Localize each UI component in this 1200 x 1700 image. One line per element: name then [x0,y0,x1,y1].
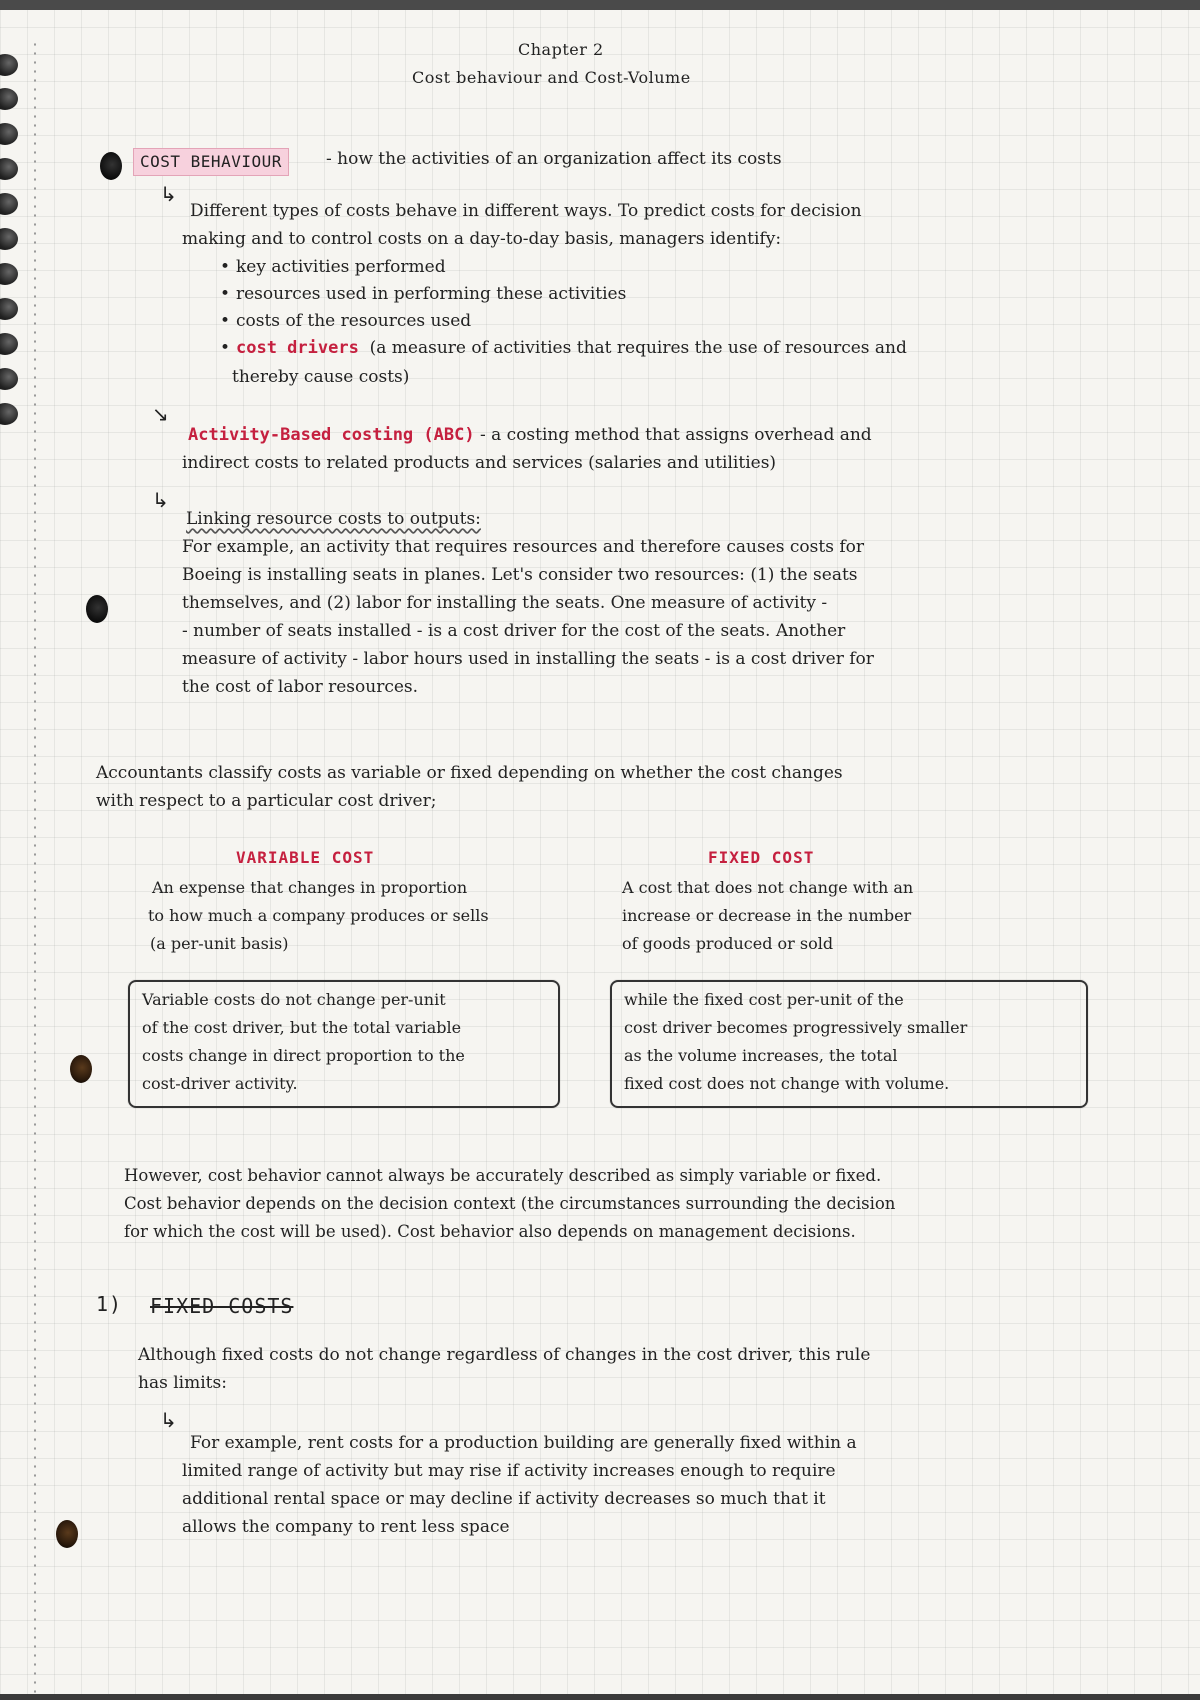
abc-line2: indirect costs to related products and services (salaries and utilities) [182,453,777,473]
spiral-ring [0,403,18,425]
fixed-costs-line: has limits: [138,1373,227,1393]
spiral-ring [0,368,18,390]
section-title: FIXED COSTS [150,1294,294,1318]
arrow-icon: ↘ [152,402,169,426]
bullet-list [220,254,907,362]
spiral-ring [0,333,18,355]
variable-def-line: to how much a company produces or sells [148,906,489,925]
example-line: allows the company to rent less space [182,1517,510,1537]
perforation-edge [34,40,36,1700]
list-item: • cost drivers (a measure of activities that requires the use of resources and [220,335,907,362]
fixed-cost-title: FIXED COST [708,848,815,867]
linking-line: measure of activity - labor hours used in installing the seats - is a cost driver for [182,649,874,669]
variable-def-line: (a per-unit basis) [150,934,289,953]
chapter-subtitle: Cost behaviour and Cost-Volume [412,68,691,87]
linking-line: the cost of labor resources. [182,677,419,697]
fixed-costs-line: Although fixed costs do not change regardless of changes in the cost driver, this rule [138,1345,871,1365]
page-top-edge [0,0,1200,10]
fixed-def-line: A cost that does not change with an [622,878,914,897]
list-item: • costs of the resources used [220,308,907,335]
note-line: fixed cost does not change with volume. [624,1074,950,1093]
example-line: additional rental space or may decline if activity decreases so much that it [182,1489,826,1509]
arrow-icon: ↳ [160,182,177,206]
intro-line: Different types of costs behave in different ways. To predict costs for decision [190,201,862,221]
list-item: • key activities performed [220,254,907,281]
cost-drivers-label: cost drivers [236,338,359,358]
chapter-title: Chapter 2 [518,40,604,59]
punch-hole [56,1520,78,1548]
accountants-line: with respect to a particular cost driver; [96,791,437,811]
note-line: of the cost driver, but the total variable [142,1018,462,1037]
spiral-ring [0,88,18,110]
example-line: For example, rent costs for a production building are generally fixed within a [190,1433,857,1453]
spiral-ring [0,158,18,180]
intro-line: making and to control costs on a day-to-day basis, managers identify: [182,229,782,249]
section-number: 1) [96,1292,123,1316]
linking-heading: Linking resource costs to outputs: [186,509,481,529]
note-line: Variable costs do not change per-unit [142,990,446,1009]
cost-behaviour-label: COST BEHAVIOUR [133,148,289,176]
note-line: cost-driver activity. [142,1074,298,1093]
note-line: while the fixed cost per-unit of the [624,990,904,1009]
arrow-icon: ↳ [152,488,169,512]
note-line: costs change in direct proportion to the [142,1046,465,1065]
spiral-ring [0,193,18,215]
arrow-icon: ↳ [160,1408,177,1432]
linking-line: - number of seats installed - is a cost driver for the cost of the seats. Another [182,621,846,641]
punch-hole [100,152,122,180]
fixed-cost-note-box [610,980,1088,1108]
variable-cost-note-box [128,980,560,1108]
punch-hole [70,1055,92,1083]
example-line: limited range of activity but may rise if activity increases enough to require [182,1461,836,1481]
page-bottom-edge [0,1694,1200,1700]
linking-line: For example, an activity that requires resources and therefore causes costs for [182,537,864,557]
spiral-ring [0,54,18,76]
however-line: However, cost behavior cannot always be accurately described as simply variable or fixed. [124,1166,882,1185]
linking-line: Boeing is installing seats in planes. Let's consider two resources: (1) the seats [182,565,858,585]
fixed-def-line: of goods produced or sold [622,934,834,953]
note-line: cost driver becomes progressively smaller [624,1018,968,1037]
abc-line: Activity-Based costing (ABC) - a costing method that assigns overhead and [188,425,872,445]
spiral-ring [0,263,18,285]
variable-cost-title: VARIABLE COST [236,848,375,867]
accountants-line: Accountants classify costs as variable or fixed depending on whether the cost changes [96,763,843,783]
linking-line: themselves, and (2) labor for installing the seats. One measure of activity - [182,593,828,613]
note-line: as the volume increases, the total [624,1046,898,1065]
spiral-ring [0,298,18,320]
however-line: for which the cost will be used). Cost behavior also depends on management decisions. [124,1222,856,1241]
abc-label: Activity-Based costing (ABC) [188,425,475,445]
cost-behaviour-definition: - how the activities of an organization affect its costs [326,149,782,169]
spiral-ring [0,123,18,145]
spiral-ring [0,228,18,250]
however-line: Cost behavior depends on the decision context (the circumstances surrounding the decision [124,1194,896,1213]
punch-hole [86,595,108,623]
variable-def-line: An expense that changes in proportion [152,878,468,897]
cost-drivers-continuation: thereby cause costs) [232,367,410,387]
fixed-def-line: increase or decrease in the number [622,906,912,925]
list-item: • resources used in performing these activities [220,281,907,308]
